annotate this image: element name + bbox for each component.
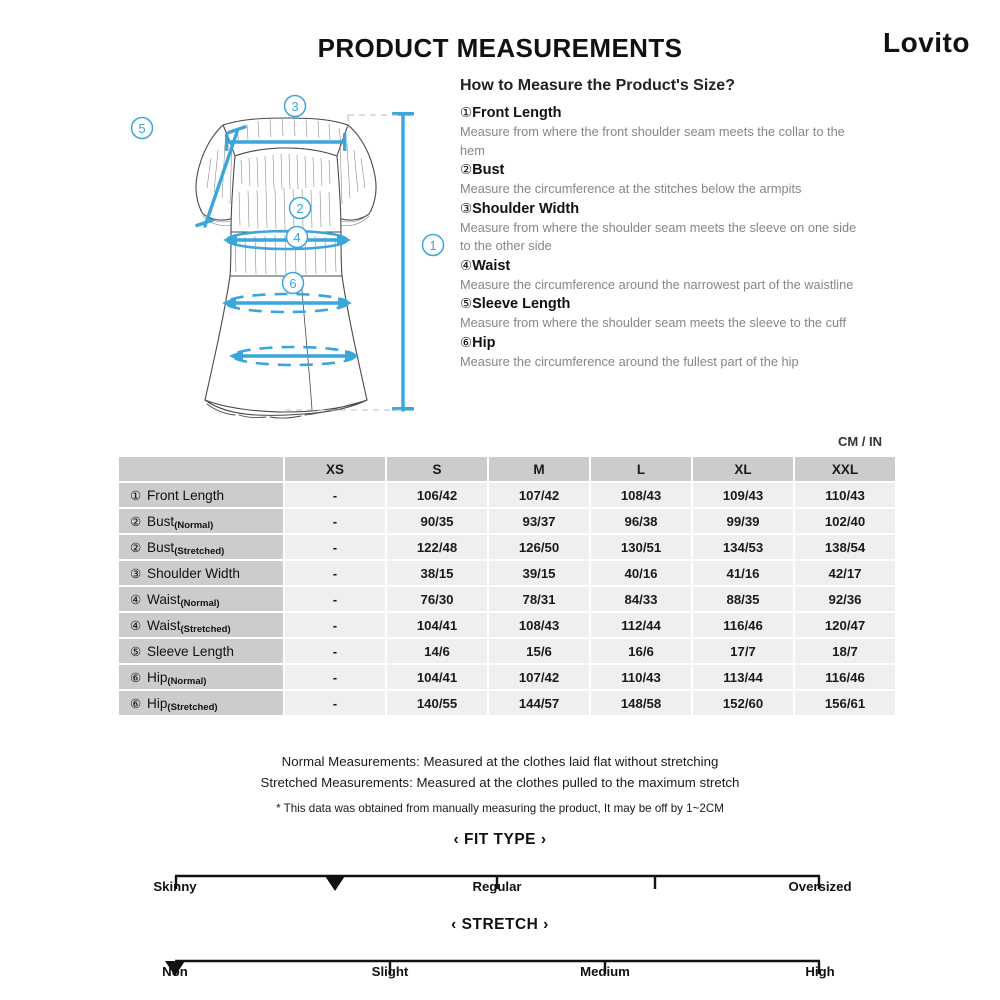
- page-title: PRODUCT MEASUREMENTS: [317, 33, 683, 63]
- fit-type-labels: [0, 879, 1000, 897]
- row-name: Hip: [147, 695, 168, 711]
- row-name: Bust: [147, 513, 175, 529]
- instruction-number: ⑥: [460, 334, 473, 350]
- measurement-row-label: [119, 561, 283, 585]
- fit-type-scale: [0, 831, 1000, 895]
- instruction-item: [460, 256, 860, 295]
- table-corner-cell: [119, 457, 283, 481]
- svg-text:5: 5: [138, 121, 146, 136]
- instruction-title: [460, 160, 860, 180]
- size-chart-table: [117, 455, 897, 717]
- instruction-item: [460, 333, 860, 372]
- instruction-desc: Measure from where the front shoulder seam meets the collar to the hem: [460, 124, 845, 158]
- row-variant: (Normal): [167, 675, 207, 687]
- dress-measurement-diagram: [115, 88, 460, 433]
- note-disclaimer: * This data was obtained from manually measuring the product, It may be off by 1~2CM: [276, 802, 724, 815]
- size-column-header: M: [489, 457, 589, 481]
- measurement-cell: 92/36: [795, 587, 895, 611]
- row-name: Shoulder Width: [147, 565, 240, 581]
- measurement-row-label: [119, 665, 283, 689]
- instruction-item: [460, 103, 860, 160]
- instruction-title: [460, 256, 860, 276]
- svg-text:4: 4: [293, 230, 301, 245]
- fit-type-graphic: [0, 849, 1000, 895]
- measurement-cell: 41/16: [693, 561, 793, 585]
- measurement-row-label: [119, 483, 283, 507]
- measurement-cell: 76/30: [387, 587, 487, 611]
- instruction-name: Hip: [472, 334, 496, 351]
- stretch-label: Non: [162, 964, 188, 979]
- row-name: Sleeve Length: [147, 643, 234, 659]
- measurement-cell: 78/31: [489, 587, 589, 611]
- measurement-cell: 15/6: [489, 639, 589, 663]
- row-name: Bust: [147, 539, 175, 555]
- measurement-cell: 130/51: [591, 535, 691, 559]
- row-number: ③: [130, 566, 142, 581]
- size-column-header: S: [387, 457, 487, 481]
- row-number: ②: [130, 540, 142, 555]
- table-row: [119, 691, 895, 715]
- instruction-desc: Measure from where the shoulder seam meets the sleeve to the cuff: [460, 315, 846, 330]
- unit-label: CM / IN: [837, 434, 882, 449]
- row-variant: (Normal): [174, 519, 214, 531]
- measurement-cell: 99/39: [693, 509, 793, 533]
- note-normal: Normal Measurements: Measured at the clothes laid flat without stretching: [281, 754, 719, 769]
- measurement-cell: 116/46: [795, 665, 895, 689]
- measurement-row-label: [119, 691, 283, 715]
- instruction-number: ④: [460, 257, 473, 273]
- stretch-scale: [0, 916, 1000, 980]
- instruction-title: [460, 333, 860, 353]
- instruction-desc: Measure the circumference around the fullest part of the hip: [460, 353, 799, 369]
- instruction-name: Bust: [472, 162, 505, 178]
- svg-text:6: 6: [289, 276, 297, 291]
- row-number: ④: [130, 618, 142, 633]
- measurement-cell: 42/17: [795, 561, 895, 585]
- measurement-cell: 40/16: [591, 561, 691, 585]
- measurement-cell: 108/43: [489, 613, 589, 637]
- measurement-cell: 104/41: [387, 613, 487, 637]
- measurement-cell: 107/42: [489, 483, 589, 507]
- fit-type-label: Regular: [472, 879, 522, 894]
- fit-type-label: Skinny: [153, 879, 197, 894]
- instruction-name: Front Length: [472, 105, 562, 121]
- stretch-graphic: [0, 934, 1000, 980]
- instruction-item: [460, 160, 860, 199]
- instruction-number: ②: [460, 162, 473, 177]
- measurement-cell: 113/44: [693, 665, 793, 689]
- measurement-cell: 148/58: [591, 691, 691, 715]
- stretch-label: Medium: [580, 964, 630, 979]
- instruction-desc: Measure the circumference around the narrowest part of the waistline: [460, 276, 854, 292]
- table-row: [119, 587, 895, 611]
- measurement-cell: 84/33: [591, 587, 691, 611]
- measurement-row-label: [119, 535, 283, 559]
- instruction-item: [460, 199, 860, 256]
- row-variant: (Stretched): [167, 701, 218, 713]
- instruction-desc: Measure from where the shoulder seam meets the sleeve on one side to the other side: [460, 219, 857, 253]
- measurement-cell: -: [285, 535, 385, 559]
- measurement-cell: 16/6: [591, 639, 691, 663]
- measurement-cell: -: [285, 587, 385, 611]
- measurement-cell: 14/6: [387, 639, 487, 663]
- instruction-title: [460, 103, 860, 123]
- measurement-cell: 116/46: [693, 613, 793, 637]
- row-variant: (Normal): [180, 597, 220, 609]
- instruction-number: ③: [460, 200, 473, 216]
- measurement-cell: -: [285, 639, 385, 663]
- row-number: ①: [130, 488, 142, 503]
- row-variant: (Stretched): [180, 623, 231, 635]
- measurement-cell: 144/57: [489, 691, 589, 715]
- table-row: [119, 561, 895, 585]
- measurement-cell: 156/61: [795, 691, 895, 715]
- fit-type-title: ‹ FIT TYPE ›: [453, 831, 547, 848]
- instruction-name: Sleeve Length: [472, 296, 571, 312]
- measurement-cell: 107/42: [489, 665, 589, 689]
- row-name: Waist: [147, 617, 181, 633]
- size-column-header: XS: [285, 457, 385, 481]
- measurement-notes: [0, 751, 1000, 793]
- section-subtitle: How to Measure the Product's Size?: [460, 77, 735, 94]
- instruction-title: [460, 294, 860, 314]
- measurement-cell: -: [285, 613, 385, 637]
- measurement-cell: 110/43: [795, 483, 895, 507]
- measurement-cell: 134/53: [693, 535, 793, 559]
- measurement-cell: 88/35: [693, 587, 793, 611]
- row-number: ②: [130, 514, 142, 529]
- table-row: [119, 509, 895, 533]
- row-number: ⑥: [130, 696, 142, 711]
- measurement-row-label: [119, 639, 283, 663]
- measurement-cell: 17/7: [693, 639, 793, 663]
- measurement-cell: -: [285, 561, 385, 585]
- measurement-cell: -: [285, 691, 385, 715]
- measurement-cell: 108/43: [591, 483, 691, 507]
- measurement-row-label: [119, 613, 283, 637]
- row-number: ⑤: [130, 644, 142, 659]
- instruction-number: ①: [460, 105, 473, 120]
- row-variant: (Stretched): [174, 545, 225, 557]
- row-name: Hip: [147, 669, 168, 685]
- measurement-cell: 126/50: [489, 535, 589, 559]
- size-column-header: L: [591, 457, 691, 481]
- row-name: Waist: [147, 591, 181, 607]
- measurement-cell: 109/43: [693, 483, 793, 507]
- row-name: Front Length: [147, 487, 225, 503]
- measurement-cell: 96/38: [591, 509, 691, 533]
- size-column-header: XL: [693, 457, 793, 481]
- measure-instructions: [460, 103, 860, 371]
- stretch-label: High: [805, 964, 835, 979]
- measurement-cell: 90/35: [387, 509, 487, 533]
- measurement-cell: 122/48: [387, 535, 487, 559]
- row-number: ⑥: [130, 670, 142, 685]
- stretch-label: Slight: [371, 964, 409, 979]
- stretch-labels: [0, 964, 1000, 982]
- instruction-name: Waist: [472, 257, 511, 274]
- svg-text:2: 2: [296, 201, 304, 216]
- svg-text:1: 1: [429, 238, 437, 253]
- measurement-cell: 138/54: [795, 535, 895, 559]
- measurement-cell: 104/41: [387, 665, 487, 689]
- instruction-number: ⑤: [460, 296, 473, 311]
- svg-text:3: 3: [291, 99, 299, 114]
- measurement-cell: -: [285, 509, 385, 533]
- measurement-cell: 93/37: [489, 509, 589, 533]
- table-row: [119, 535, 895, 559]
- measurement-cell: -: [285, 665, 385, 689]
- table-row: [119, 665, 895, 689]
- measurement-row-label: [119, 587, 283, 611]
- measurement-cell: 140/55: [387, 691, 487, 715]
- table-row: [119, 639, 895, 663]
- brand-logo: Lovito: [883, 27, 970, 58]
- instruction-item: [460, 294, 860, 333]
- instruction-title: [460, 199, 860, 219]
- measurement-cell: 120/47: [795, 613, 895, 637]
- measurement-cell: 38/15: [387, 561, 487, 585]
- measurement-cell: 39/15: [489, 561, 589, 585]
- table-row: [119, 613, 895, 637]
- row-number: ④: [130, 592, 142, 607]
- measurement-row-label: [119, 509, 283, 533]
- measurement-cell: 18/7: [795, 639, 895, 663]
- measurement-cell: 152/60: [693, 691, 793, 715]
- instruction-desc: Measure the circumference at the stitches below the armpits: [460, 181, 802, 196]
- measurement-cell: -: [285, 483, 385, 507]
- fit-type-label: Oversized: [788, 879, 852, 894]
- measurement-cell: 112/44: [591, 613, 691, 637]
- size-column-header: XXL: [795, 457, 895, 481]
- table-row: [119, 483, 895, 507]
- measurement-cell: 102/40: [795, 509, 895, 533]
- measurement-cell: 106/42: [387, 483, 487, 507]
- table-header-row: [119, 457, 895, 481]
- stretch-title: ‹ STRETCH ›: [451, 916, 549, 933]
- note-stretched: Stretched Measurements: Measured at the clothes pulled to the maximum stretch: [260, 775, 740, 790]
- measurement-cell: 110/43: [591, 665, 691, 689]
- instruction-name: Shoulder Width: [472, 200, 580, 217]
